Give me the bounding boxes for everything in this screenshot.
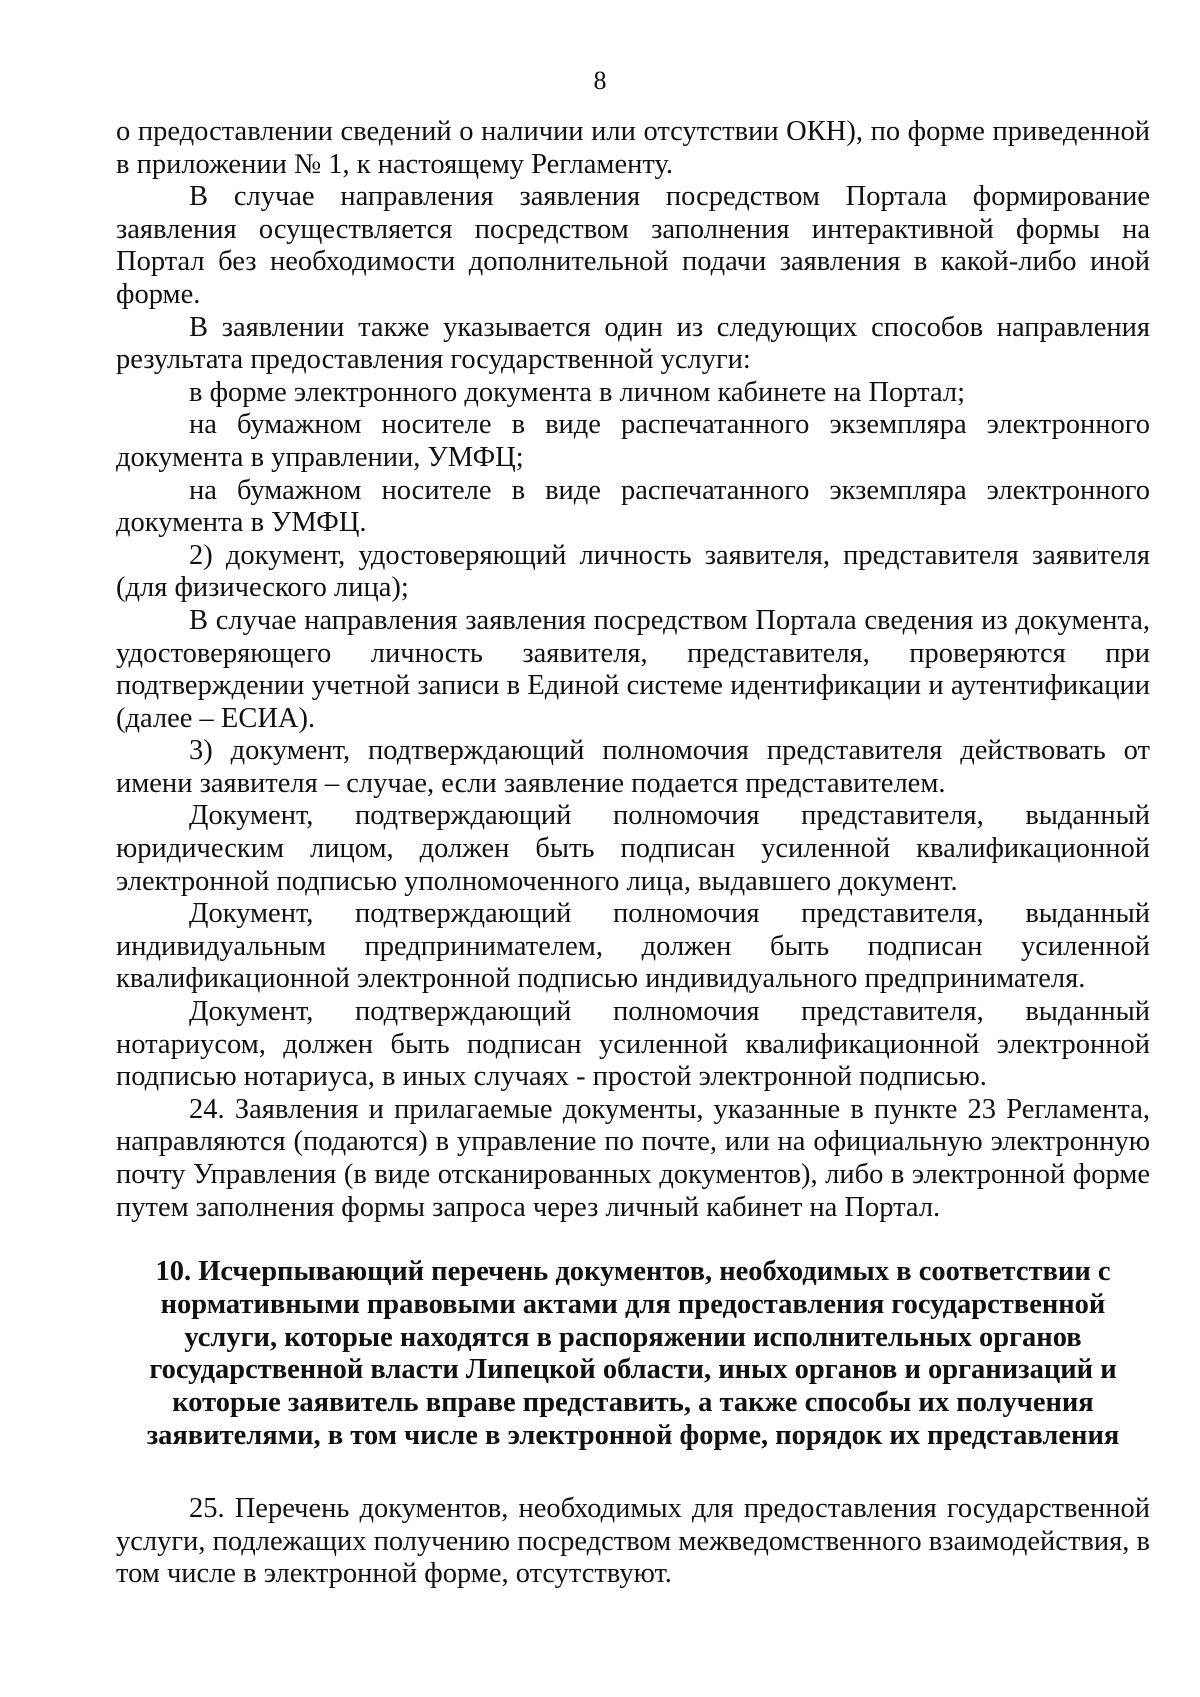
- paragraph: В заявлении также указывается один из следующих способов направления результата предоставления государственной услуги:: [116, 311, 1150, 376]
- paragraph: на бумажном носителе в виде распечатанного экземпляра электронного документа в УМФЦ.: [116, 474, 1150, 539]
- paragraph: о предоставлении сведений о наличии или отсутствии ОКН), по форме приведенной в приложении № 1, к настоящему Регламенту.: [116, 116, 1150, 180]
- paragraph: Документ, подтверждающий полномочия представителя, выданный нотариусом, должен быть подписан усиленной квалификационной электронной подписью нотариуса, в иных случаях - простой электронной подписью.: [116, 996, 1150, 1093]
- section-heading: 10. Исчерпывающий перечень документов, необходимых в соответствии с нормативными правовыми актами для предоставления государственной услуги, которые находятся в распоряжении исполнительных органов государственной власти Липецкой области, иных органов и организаций и которые заявитель вправе представить, а также способы их получения заявителями, в том числе в электронной форме, порядок их представления: [146, 1256, 1120, 1451]
- page-number: 8: [593, 66, 607, 95]
- paragraph: В случае направления заявления посредством Портала формирование заявления осуществляется посредством заполнения интерактивной формы на Портал без необходимости дополнительной подачи заявления в какой-либо иной форме.: [116, 181, 1150, 310]
- body-text: [116, 116, 1150, 1224]
- paragraph: В случае направления заявления посредством Портала сведения из документа, удостоверяющего личность заявителя, представителя, проверяются при подтверждении учетной записи в Единой системе идентификации и аутентификации (далее – ЕСИА).: [116, 604, 1150, 734]
- paragraph: 2) документ, удостоверяющий личность заявителя, представителя заявителя (для физического лица);: [116, 539, 1150, 604]
- paragraph: в форме электронного документа в личном кабинете на Портал;: [189, 376, 966, 408]
- paragraph: на бумажном носителе в виде распечатанного экземпляра электронного документа в управлении, УМФЦ;: [116, 409, 1150, 473]
- paragraph: 3) документ, подтверждающий полномочия представителя действовать от имени заявителя – случае, если заявление подается представителем.: [116, 735, 1150, 799]
- final-text: [116, 1493, 1150, 1591]
- paragraph: Документ, подтверждающий полномочия представителя, выданный юридическим лицом, должен быть подписан усиленной квалификационной электронной подписью уполномоченного лица, выдавшего документ.: [116, 800, 1150, 897]
- paragraph: 24. Заявления и прилагаемые документы, указанные в пункте 23 Регламента, направляются (подаются) в управление по почте, или на официальную электронную почту Управления (в виде отсканированных документов), либо в электронной форме путем заполнения формы запроса через личный кабинет на Портал.: [116, 1093, 1150, 1223]
- paragraph: 25. Перечень документов, необходимых для предоставления государственной услуги, подлежащих получению посредством межведомственного взаимодействия, в том числе в электронной форме, отсутствуют.: [116, 1493, 1150, 1590]
- paragraph: Документ, подтверждающий полномочия представителя, выданный индивидуальным предпринимателем, должен быть подписан усиленной квалификационной электронной подписью индивидуального предпринимателя.: [116, 898, 1150, 995]
